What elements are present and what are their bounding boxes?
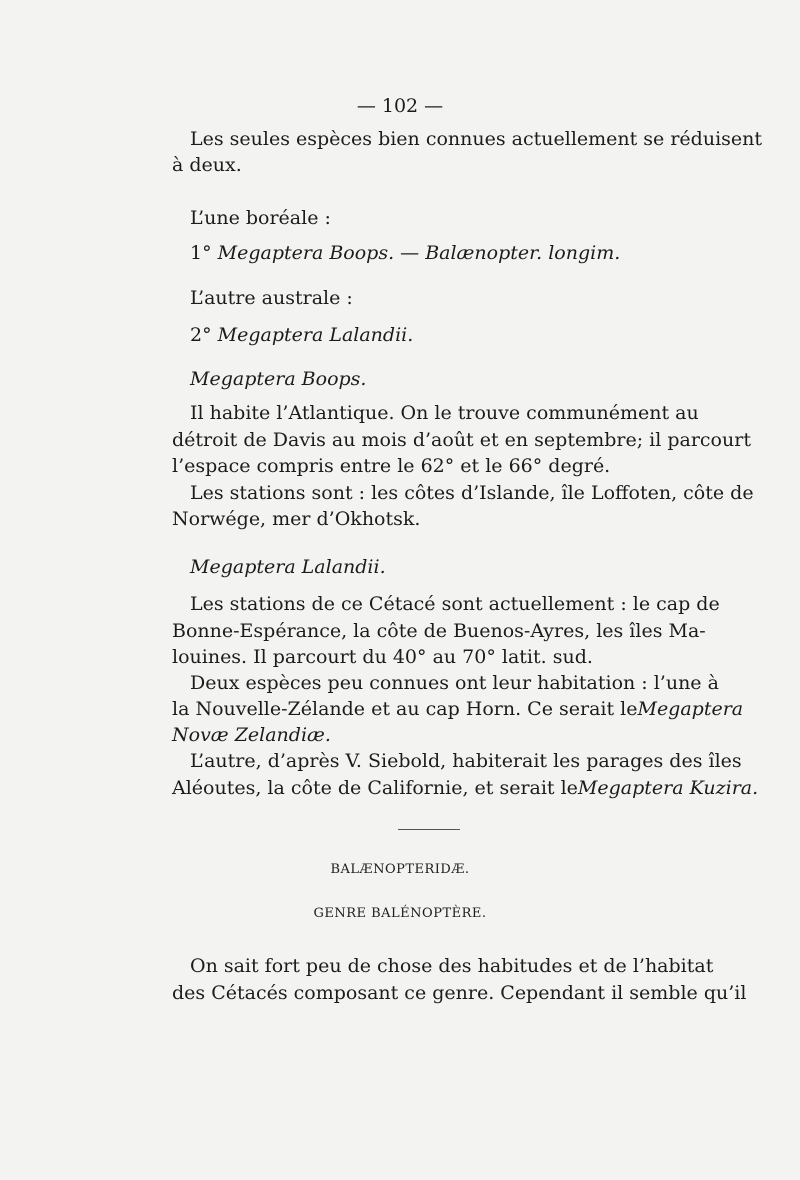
- text-line: détroit de Davis au mois d’août et en septembre; il parcourt: [172, 429, 751, 451]
- text-line: à deux.: [172, 154, 242, 176]
- species-name: Megaptera Lalandii.: [217, 324, 414, 346]
- species-name: Megaptera Kuzira.: [577, 777, 759, 799]
- species-list-item: [190, 240, 696, 266]
- page-number: — 102 —: [356, 95, 444, 117]
- species-name: Novæ Zelandiæ.: [172, 724, 331, 746]
- section-divider: [398, 829, 460, 830]
- text-line: [172, 775, 759, 801]
- text-segment: la Nouvelle-Zélande et au cap Horn. Ce serait le: [172, 698, 638, 720]
- text-line: louines. Il parcourt du 40° au 70° latit. sud.: [172, 646, 593, 668]
- text-line: Il habite l’Atlantique. On le trouve communément au: [190, 402, 699, 424]
- text-line: Deux espèces peu connues ont leur habitation : l’une à: [190, 672, 719, 694]
- text-line: Bonne-Espérance, la côte de Buenos-Ayres, les îles Ma-: [172, 620, 706, 642]
- text-line: L’autre, d’après V. Siebold, habiterait les parages des îles: [190, 750, 742, 772]
- text-segment: Aléoutes, la côte de Californie, et serait le: [172, 777, 578, 799]
- text-line: Les stations de ce Cétacé sont actuellement : le cap de: [190, 593, 720, 615]
- species-name: Megaptera Boops. — Balænopter. longim.: [217, 242, 621, 264]
- text-line: L’une boréale :: [190, 207, 331, 229]
- species-name: Megaptera: [637, 698, 744, 720]
- text-line: Les seules espèces bien connues actuellement se réduisent: [190, 128, 763, 150]
- text-line: L’autre australe :: [190, 287, 353, 309]
- family-heading: BALÆNOPTERIDÆ.: [330, 862, 470, 877]
- section-heading-lalandii: Megaptera Lalandii.: [190, 556, 386, 578]
- section-heading-boops: Megaptera Boops.: [190, 368, 367, 390]
- species-list-item: [190, 322, 696, 348]
- text-line: des Cétacés composant ce genre. Cependant il semble qu’il: [172, 982, 747, 1004]
- item-number: 1°: [190, 242, 212, 264]
- text-line: [172, 696, 744, 722]
- item-number: 2°: [190, 324, 212, 346]
- text-line: Les stations sont : les côtes d’Islande, île Loffoten, côte de: [190, 482, 754, 504]
- text-line: l’espace compris entre le 62° et le 66° degré.: [172, 455, 611, 477]
- text-line: Norwége, mer d’Okhotsk.: [172, 508, 421, 530]
- text-line: On sait fort peu de chose des habitudes et de l’habitat: [190, 955, 714, 977]
- genus-heading: GENRE BALÉNOPTÈRE.: [313, 906, 487, 921]
